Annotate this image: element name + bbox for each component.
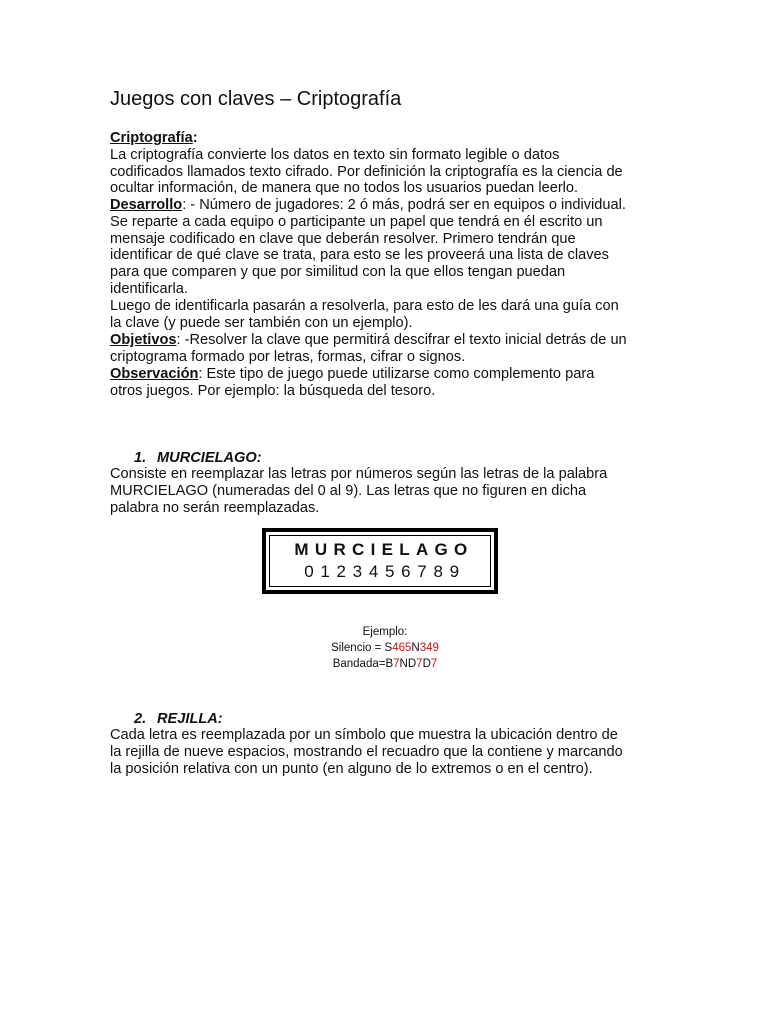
example-letters: N (411, 642, 420, 654)
cipher-example (300, 624, 470, 672)
section-1-heading (134, 450, 262, 467)
murcielago-cipher-box (262, 528, 498, 594)
intro-observacion (110, 366, 670, 400)
intro-desarrollo (110, 197, 670, 331)
example-digits: 7 (393, 658, 400, 670)
section-2-title: REJILLA: (157, 711, 223, 727)
criptografia-colon: : (192, 130, 198, 146)
example-digits: 7 (416, 658, 423, 670)
section-2-number: 2. (134, 711, 147, 727)
section-1-title: MURCIELAGO: (157, 450, 262, 466)
section-2-text: Cada letra es reemplazada por un símbolo que muestra la ubicación dentro de la rejilla de nueve espacios, mostrando el recuadro que la contiene y marcando la posición relativa con un punto (en alguno de lo extremos o en el centro). (110, 727, 623, 777)
criptografia-label: Criptografía (110, 130, 193, 146)
example-bandada-prefix: Bandada=B (332, 658, 394, 670)
desarrollo-text: : - Número de jugadores: 2 ó más, podrá ser en equipos o individual. Se reparte a cada equipo o participante un papel que tendrá en él escrito un mensaje codificado en clave que deberán resolver. Primero tendrán que identificar de qué clave se trata, para esto se les proveerá una lista de claves para que comparen y que por similitud con la que ellos tengan puedan identificarla. Luego de identificarla pasarán a resolverla, para esto de les dará una guía con la clave (y puede ser también con un ejemplo). (110, 197, 626, 331)
intro-objetivos (110, 332, 670, 366)
criptografia-text: La criptografía convierte los datos en texto sin formato legible o datos codificados llamados texto cifrado. Por definición la criptografía es la ciencia de ocultar información, de manera que no todos los usuarios puedan leerlo. (110, 146, 623, 197)
example-silencio (300, 640, 470, 656)
example-digits: 349 (419, 642, 439, 654)
section-2-heading (134, 711, 223, 728)
objetivos-label: Objetivos (110, 332, 177, 348)
example-digits: 7 (430, 658, 438, 670)
example-letters: D (422, 658, 431, 670)
section-1-number: 1. (134, 450, 147, 466)
section-1-text: Consiste en reemplazar las letras por números según las letras de la palabra MURCIELAGO (numeradas del 0 al 9). Las letras que no figuren en dicha palabra no serán reemplazadas. (110, 466, 608, 516)
cipher-digits: 0123456789 (304, 562, 466, 581)
document-title: Juegos con claves – Criptografía (110, 88, 402, 110)
intro-criptografia (110, 130, 670, 197)
example-label: Ejemplo: (362, 626, 408, 638)
observacion-label: Observación (110, 366, 199, 382)
desarrollo-label: Desarrollo (110, 197, 183, 213)
example-digits: 465 (392, 642, 412, 654)
objetivos-text: : -Resolver la clave que permitirá descifrar el texto inicial detrás de un criptograma formado por letras, formas, cifrar o signos. (110, 332, 627, 365)
example-silencio-prefix: Silencio = S (331, 642, 393, 654)
example-letters: ND (399, 658, 417, 670)
example-bandada (300, 656, 470, 672)
cipher-word: MURCIELAGO (294, 540, 474, 559)
observacion-text: : Este tipo de juego puede utilizarse como complemento para otros juegos. Por ejemplo: la búsqueda del tesoro. (110, 366, 595, 399)
